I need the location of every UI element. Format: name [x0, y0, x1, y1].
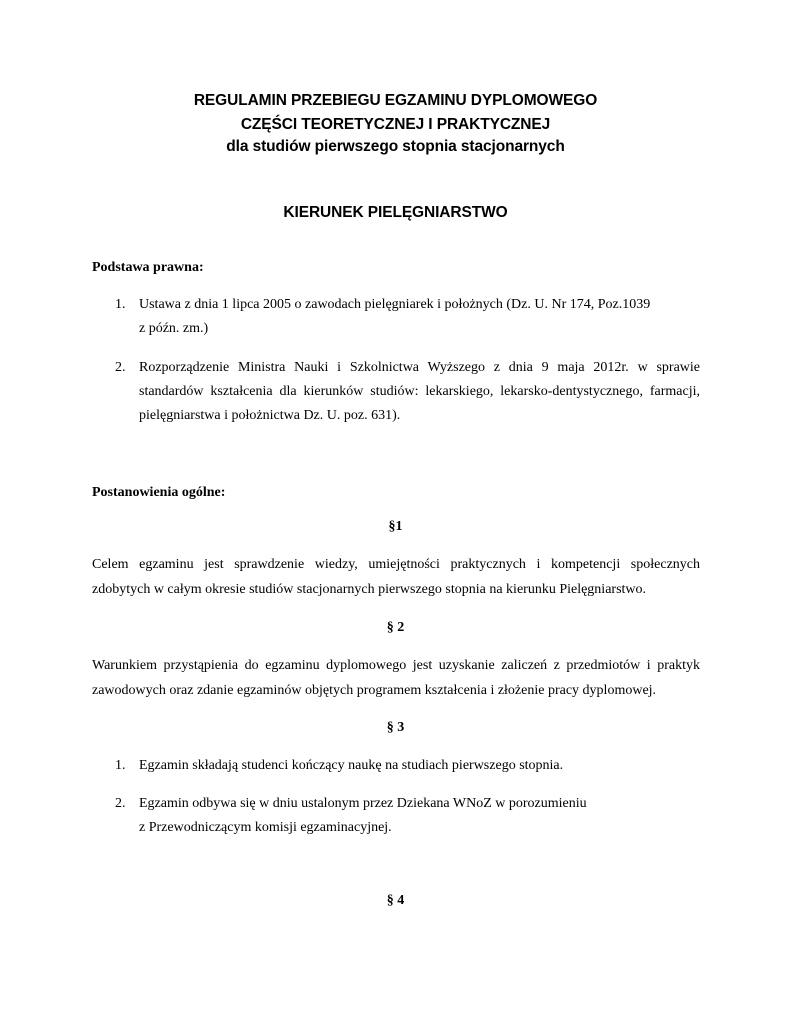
list-item-text: Ustawa z dnia 1 lipca 2005 o zawodach pielęgniarek i położnych (Dz. U. Nr 174, Poz.1039 — [139, 297, 651, 312]
paragraph-line: zdobytych w całym okresie studiów stacjonarnych pierwszego stopnia na kierunku Pielęgniarstwo. — [92, 582, 647, 597]
list-item-text: z Przewodniczącym komisji egzaminacyjnej. — [139, 820, 392, 835]
document-title-line-3: dla studiów pierwszego stopnia stacjonarnych — [226, 138, 565, 155]
list-item-text: Egzamin składają studenci kończący naukę na studiach pierwszego stopnia. — [139, 758, 564, 773]
general-provisions-heading: Postanowienia ogólne: — [92, 485, 226, 500]
list-item-text: z późn. zm.) — [139, 321, 209, 336]
section-1-label: §1 — [388, 519, 403, 534]
legal-basis-heading: Podstawa prawna: — [92, 260, 204, 275]
section-2-label: § 2 — [386, 620, 405, 635]
paragraph-line: zawodowych oraz zdanie egzaminów objętych programem kształcenia i złożenie pracy dyplomowej. — [92, 683, 657, 698]
section-3-label: § 3 — [386, 720, 405, 735]
list-item-text: pielęgniarstwa i położnictwa Dz. U. poz. 631). — [139, 408, 401, 423]
section-4-label: § 4 — [386, 893, 405, 908]
list-item-text: Rozporządzenie Ministra Nauki i Szkolnictwa Wyższego z dnia 9 maja 2012r. w sprawie — [139, 360, 700, 375]
list-item-number: 1. — [115, 297, 126, 312]
document-title-line-1: REGULAMIN PRZEBIEGU EGZAMINU DYPLOMOWEGO — [193, 92, 598, 109]
list-item-text: Egzamin odbywa się w dniu ustalonym przez Dziekana WNoZ w porozumieniu — [139, 796, 587, 811]
list-item-number: 2. — [115, 360, 126, 375]
paragraph-line: Warunkiem przystąpienia do egzaminu dyplomowego jest uzyskanie zaliczeń z przedmiotów i praktyk — [92, 658, 700, 673]
document-title-line-2: CZĘŚCI TEORETYCZNEJ I PRAKTYCZNEJ — [240, 116, 551, 133]
paragraph-line: Celem egzaminu jest sprawdzenie wiedzy, umiejętności praktycznych i kompetencji społecznych — [92, 557, 700, 572]
document-subtitle: KIERUNEK PIELĘGNIARSTWO — [283, 204, 508, 221]
list-item-number: 1. — [115, 758, 126, 773]
list-item-number: 2. — [115, 796, 126, 811]
list-item-text: standardów kształcenia dla kierunków studiów: lekarskiego, lekarsko-dentystycznego, farmacji, — [139, 384, 700, 399]
